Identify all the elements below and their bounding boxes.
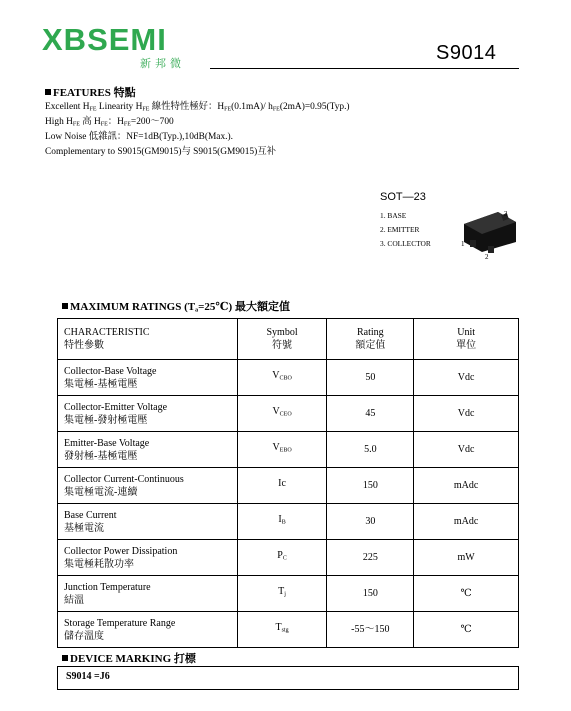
table-row: Storage Temperature Range 儲存溫度 $T_{stg}$ -55～150 ℃	[58, 612, 519, 648]
marking-heading: DEVICE MARKING 打標	[62, 650, 196, 666]
pin-number-2: 2	[485, 253, 489, 260]
table-row: Base Current 基極電流 $I_B$ 30 mAdc	[58, 504, 519, 540]
col-header-characteristic: CHARACTERISTIC 特性參數	[58, 319, 238, 360]
ratings-heading: MAXIMUM RATINGS $(T_a=25℃)$ 最大額定值	[62, 298, 290, 314]
pin-item: 3. COLLECTOR	[380, 239, 431, 248]
col-header-unit: Unit 單位	[414, 319, 519, 360]
part-number: S9014	[436, 42, 497, 64]
table-row: Collector-Emitter Voltage 集電極-發射極電壓 $V_{CEO}$ 45 Vdc	[58, 396, 519, 432]
feature-line-2: High $H_{FE}$ 高 $H_{FE}$：$H_{FE}=200\sim 700$	[45, 117, 174, 128]
table-row: Collector-Base Voltage 集電極-基極電壓 $V_{CBO}$ 50 Vdc	[58, 360, 519, 396]
feature-line-1: Excellent $H_{FE}$ Linearity $H_{FE}$ 線性特性極好：$H_{FE}(0.1mA)/$ $h_{FE}(2mA)=0.95(Typ.)$	[45, 102, 350, 113]
feature-line-3: Low Noise 低雜訊：NF=1dB(Typ.),10dB(Max.).	[45, 132, 233, 142]
col-header-symbol: Symbol 符號	[237, 319, 327, 360]
table-row: Collector Power Dissipation 集電極耗散功率 $P_C$ 225 mW	[58, 540, 519, 576]
company-logo	[42, 24, 202, 74]
ratings-table	[57, 318, 519, 648]
square-bullet-icon	[62, 655, 68, 661]
logo-subtitle: 新邦微	[140, 57, 185, 70]
header-rule	[210, 68, 519, 69]
pin-number-1: 1	[461, 240, 465, 248]
marking-text: S9014 =J6	[66, 671, 110, 682]
features-heading: FEATURES 特點	[45, 84, 136, 100]
square-bullet-icon	[45, 89, 51, 95]
table-row: Emitter-Base Voltage 發射極-基極電壓 $V_{EBO}$ 5.0 Vdc	[58, 432, 519, 468]
square-bullet-icon	[62, 303, 68, 309]
col-header-rating: Rating 額定值	[327, 319, 414, 360]
table-row: Junction Temperature 結溫 $T_j$ 150 ℃	[58, 576, 519, 612]
package-name: SOT—23	[380, 191, 426, 203]
logo-text: XBSEMI	[42, 22, 167, 57]
table-header-row	[58, 319, 519, 360]
marking-box	[57, 666, 519, 690]
sot23-package-icon	[458, 206, 520, 260]
pin-number-3: 3	[504, 210, 508, 218]
table-row: Collector Current-Continuous 集電極電流-連續 Ic 150 mAdc	[58, 468, 519, 504]
feature-line-4: Complementary to S9015(GM9015)与 S9015(GM9015)互补	[45, 147, 276, 157]
pin-list	[380, 209, 431, 251]
pin-item: 2. EMITTER	[380, 225, 420, 234]
pin-item: 1. BASE	[380, 211, 407, 220]
